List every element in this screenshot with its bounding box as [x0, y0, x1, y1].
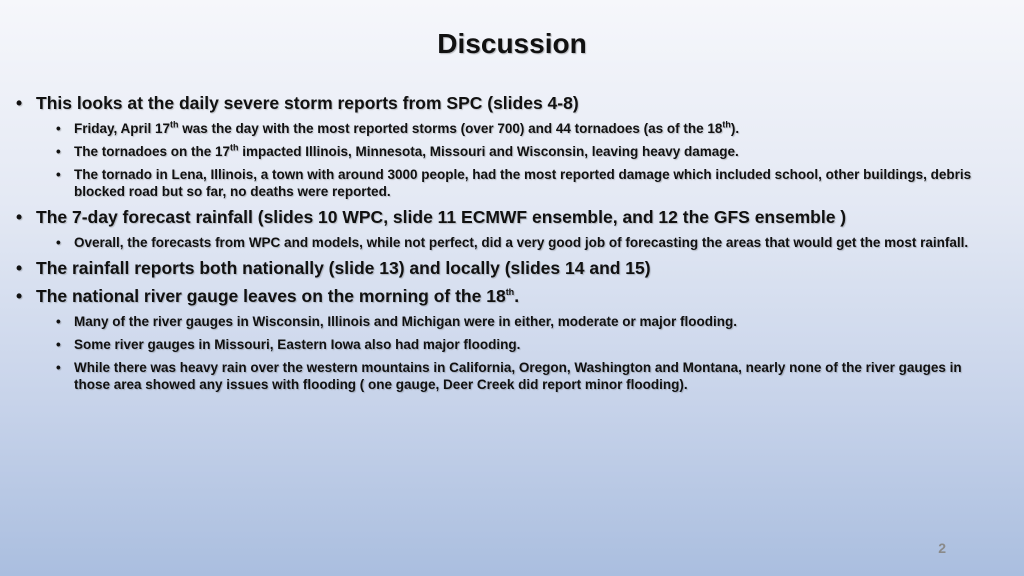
bullet-icon: • [56, 314, 61, 329]
sub-bullet-text: The tornado in Lena, Illinois, a town with around 3000 people, had the most reported damage which included school, other buildings, debris blocked road but so far, no deaths were reported. [74, 167, 972, 199]
bullet-icon: • [56, 167, 61, 182]
bullet-item-rainfall-reports [16, 257, 976, 279]
bullet-icon: • [56, 360, 61, 375]
bullet-icon: • [56, 121, 61, 136]
bullet-text: The rainfall reports both nationally (slide 13) and locally (slides 14 and 15) [36, 258, 651, 278]
sub-bullet-text: Many of the river gauges in Wisconsin, Illinois and Michigan were in either, moderate or major flooding. [74, 314, 737, 329]
bullet-list [16, 92, 976, 393]
sub-bullet-item [16, 234, 976, 251]
sub-bullet-item [16, 120, 976, 137]
sub-bullet-text: The tornadoes on the 17th impacted Illinois, Minnesota, Missouri and Wisconsin, leaving heavy damage. [74, 142, 739, 159]
bullet-item-forecast-rainfall [16, 206, 976, 228]
bullet-icon: • [56, 144, 61, 159]
sub-bullet-text: Friday, April 17th was the day with the most reported storms (over 700) and 44 tornadoes (as of the 18th). [74, 119, 740, 136]
sub-bullet-item [16, 336, 976, 353]
sub-bullet-text: Overall, the forecasts from WPC and models, while not perfect, did a very good job of forecasting the areas that would get the most rainfall. [74, 235, 969, 250]
sub-bullet-item [16, 166, 976, 200]
sub-bullet-text: Some river gauges in Missouri, Eastern Iowa also had major flooding. [74, 337, 521, 352]
bullet-text: The national river gauge leaves on the morning of the 18th. [36, 286, 520, 306]
bullet-icon: • [16, 93, 23, 113]
slide-title: Discussion [437, 28, 587, 59]
sub-bullet-item [16, 313, 976, 330]
bullet-item-river-gauge [16, 285, 976, 307]
page-number: 2 [938, 540, 946, 556]
sub-bullet-text: While there was heavy rain over the western mountains in California, Oregon, Washington and Montana, nearly none of the river gauges in those area showed any issues with flooding ( one gauge, Deer Creek did report minor flooding). [74, 360, 962, 392]
bullet-icon: • [16, 207, 23, 227]
bullet-icon: • [56, 235, 61, 250]
bullet-icon: • [16, 286, 23, 306]
bullet-icon: • [56, 337, 61, 352]
bullet-text: The 7-day forecast rainfall (slides 10 WPC, slide 11 ECMWF ensemble, and 12 the GFS ensemble ) [36, 207, 847, 227]
bullet-icon: • [16, 258, 23, 278]
bullet-item-spc-reports [16, 92, 976, 114]
sub-bullet-item [16, 143, 976, 160]
bullet-text: This looks at the daily severe storm reports from SPC (slides 4-8) [36, 93, 579, 113]
sub-bullet-item [16, 359, 976, 393]
